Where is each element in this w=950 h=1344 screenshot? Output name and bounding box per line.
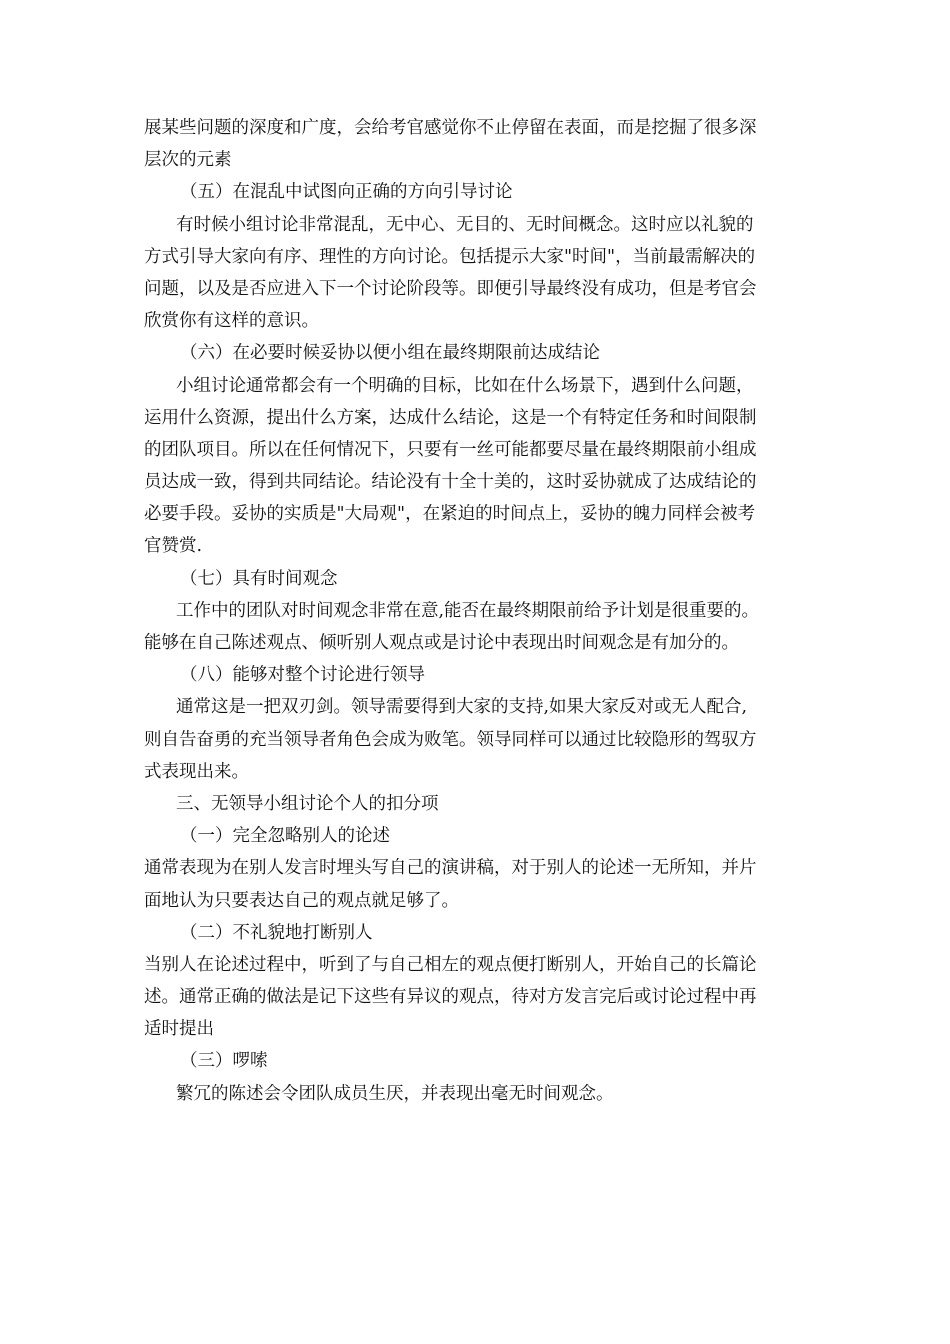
section-heading: （七）具有时间观念: [180, 568, 338, 589]
text-line: 通常表现为在别人发言时埋头写自己的演讲稿，对于别人的论述一无所知，并片: [144, 858, 757, 879]
text-line: 欣赏你有这样的意识。: [144, 311, 319, 332]
text-line: 能够在自己陈述观点、倾听别人观点或是讨论中表现出时间观念是有加分的。: [144, 633, 739, 653]
text-line: 方式引导大家向有序、理性的方向讨论。包括提示大家"时间"，当前最需解决的: [144, 246, 756, 267]
section-heading: （二）不礼貌地打断别人: [180, 922, 373, 943]
text-line: 面地认为只要表达自己的观点就足够了。: [144, 890, 459, 911]
section-heading: （六）在必要时候妥协以便小组在最终期限前达成结论: [180, 343, 600, 364]
text-line: 工作中的团队对时间观念非常在意,能否在最终期限前给予计划是很重要的。: [176, 600, 760, 621]
chapter-heading: 三、无领导小组讨论个人的扣分项: [176, 793, 439, 814]
text-line: 层次的元素: [144, 150, 232, 171]
section-heading: （八）能够对整个讨论进行领导: [180, 665, 425, 686]
text-line: 繁冗的陈述会令团队成员生厌，并表现出毫无时间观念。: [176, 1083, 614, 1104]
section-heading: （一）完全忽略别人的论述: [180, 826, 390, 847]
text-line: 适时提出: [144, 1019, 214, 1040]
text-line: 当别人在论述过程中，听到了与自己相左的观点便打断别人，开始自己的长篇论: [144, 954, 757, 975]
text-line: 运用什么资源，提出什么方案，达成什么结论，这是一个有特定任务和时间限制: [144, 407, 757, 428]
text-line: 则自告奋勇的充当领导者角色会成为败笔。领导同样可以通过比较隐形的驾驭方: [144, 729, 757, 750]
text-line: 必要手段。妥协的实质是"大局观"，在紧迫的时间点上，妥协的魄力同样会被考: [144, 504, 756, 525]
document-page: [144, 112, 814, 1110]
text-line: 的团队项目。所以在任何情况下，只要有一丝可能都要尽量在最终期限前小组成: [144, 439, 757, 460]
text-line: 展某些问题的深度和广度，会给考官感觉你不止停留在表面，而是挖掘了很多深: [144, 118, 757, 138]
text-line: 有时候小组讨论非常混乱，无中心、无目的、无时间概念。这时应以礼貌的: [176, 214, 754, 235]
text-line: 问题，以及是否应进入下一个讨论阶段等。即便引导最终没有成功，但是考官会: [144, 278, 757, 299]
text-line: 式表现出来。: [144, 761, 249, 782]
text-line: 员达成一致，得到共同结论。结论没有十全十美的，这时妥协就成了达成结论的: [144, 472, 757, 493]
text-line: 官赞赏.: [144, 536, 203, 557]
text-line: 小组讨论通常都会有一个明确的目标，比如在什么场景下，遇到什么问题，: [176, 375, 754, 396]
section-heading: （三）啰嗦: [180, 1051, 268, 1072]
section-heading: （五）在混乱中试图向正确的方向引导讨论: [180, 182, 513, 203]
text-line: 通常这是一把双刃剑。领导需要得到大家的支持,如果大家反对或无人配合,: [176, 697, 748, 718]
text-line: 述。通常正确的做法是记下这些有异议的观点，待对方发言完后或讨论过程中再: [144, 987, 757, 1008]
